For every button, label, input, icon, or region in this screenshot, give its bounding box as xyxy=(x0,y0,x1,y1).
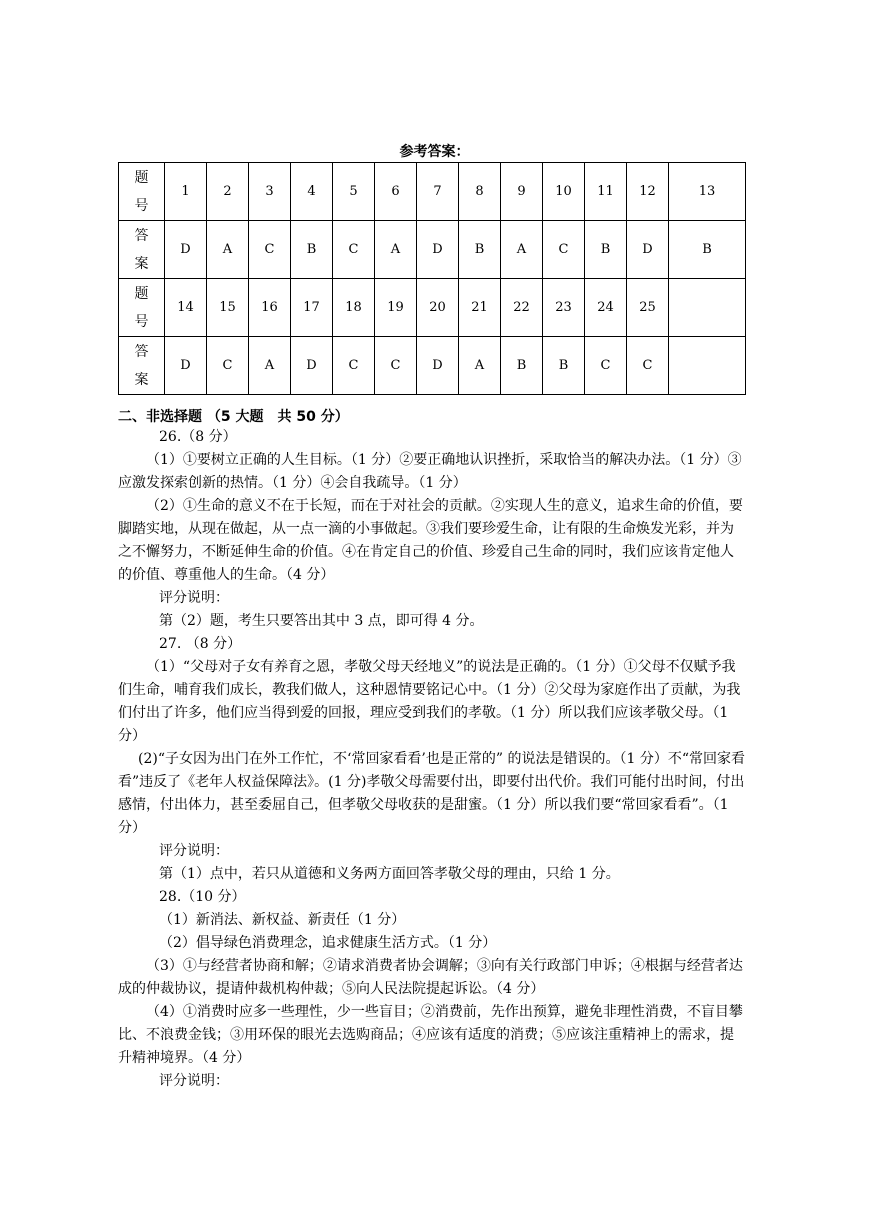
table-cell: 1 xyxy=(165,163,207,221)
table-cell xyxy=(669,337,746,395)
table-cell: 20 xyxy=(417,279,459,337)
table-cell: C xyxy=(333,337,375,395)
answer-paragraph: （2）①生命的意义不在于长短，而在于对社会的贡献。②实现人生的意义，追求生命的价值，要脚踏实地，从现在做起，从一点一滴的小事做起。③我们要珍爱生命，让有限的生命焕发光彩，并为之不懈努力，不断延伸生命的价值。④在肯定自己的价值、珍爱自己生命的同时，我们应该肯定他人的价值、尊重他人的生命。（4 分） xyxy=(118,498,743,583)
table-cell: 8 xyxy=(459,163,501,221)
answer-paragraph: 评分说明： xyxy=(159,843,229,859)
table-cell: 7 xyxy=(417,163,459,221)
table-cell: 4 xyxy=(291,163,333,221)
row-header xyxy=(119,163,165,221)
table-cell: C xyxy=(585,337,627,395)
section-heading: 二、非选择题 （5 大题 共 50 分） xyxy=(118,409,349,425)
answer-paragraph: （4）①消费时应多一些理性，少一些盲目；②消费前，先作出预算，避免非理性消费，不盲目攀比、不浪费金钱；③用环保的眼光去选购商品；④应该有适度的消费；⑤应该注重精神上的需求，提升精神境界。（4 分） xyxy=(118,1004,743,1066)
answer-table xyxy=(118,162,746,395)
table-cell: A xyxy=(375,221,417,279)
table-cell: C xyxy=(543,221,585,279)
table-cell: B xyxy=(543,337,585,395)
answer-paragraph: 27. （8 分） xyxy=(159,636,242,652)
table-cell: 9 xyxy=(501,163,543,221)
table-cell: D xyxy=(165,337,207,395)
row-header-char: 案 xyxy=(134,371,149,388)
row-header xyxy=(119,337,165,395)
table-cell: A xyxy=(501,221,543,279)
table-cell: 19 xyxy=(375,279,417,337)
answer-paragraph: （1）新消法、新权益、新责任（1 分） xyxy=(159,912,406,928)
table-cell: D xyxy=(165,221,207,279)
table-cell: 6 xyxy=(375,163,417,221)
table-row xyxy=(119,221,746,279)
row-header-char: 题 xyxy=(134,169,149,186)
table-cell: 18 xyxy=(333,279,375,337)
table-cell: B xyxy=(459,221,501,279)
table-cell: D xyxy=(291,337,333,395)
answer-paragraph: 第（1）点中，若只从道德和义务两方面回答孝敬父母的理由，只给 1 分。 xyxy=(159,866,620,882)
table-cell: 2 xyxy=(207,163,249,221)
table-cell: D xyxy=(417,221,459,279)
row-header-char: 号 xyxy=(134,197,149,214)
answer-paragraph: 26.（8 分） xyxy=(159,429,237,445)
table-cell: D xyxy=(627,221,669,279)
table-cell: C xyxy=(375,337,417,395)
table-row xyxy=(119,337,746,395)
table-cell: D xyxy=(417,337,459,395)
table-cell: 10 xyxy=(543,163,585,221)
row-header-char: 号 xyxy=(134,313,149,330)
table-row xyxy=(119,163,746,221)
table-cell: B xyxy=(669,221,746,279)
table-row xyxy=(119,279,746,337)
table-cell: 22 xyxy=(501,279,543,337)
answer-paragraph: 评分说明： xyxy=(159,590,229,606)
row-header xyxy=(119,221,165,279)
table-cell: 11 xyxy=(585,163,627,221)
row-header-char: 案 xyxy=(134,255,149,272)
table-cell: B xyxy=(585,221,627,279)
answer-paragraph: （1）①要树立正确的人生目标。（1 分）②要正确地认识挫折，采取恰当的解决办法。（1 分）③应激发探索创新的热情。（1 分）④会自我疏导。（1 分） xyxy=(118,452,742,491)
row-header-char: 题 xyxy=(134,285,149,302)
row-header-char: 答 xyxy=(134,227,149,244)
table-cell: 24 xyxy=(585,279,627,337)
row-header xyxy=(119,279,165,337)
answer-body xyxy=(118,426,746,1093)
answer-paragraph: （2）倡导绿色消费理念，追求健康生活方式。（1 分） xyxy=(159,935,497,951)
table-cell: A xyxy=(207,221,249,279)
table-cell: C xyxy=(627,337,669,395)
answer-paragraph: （1）“父母对子女有养育之恩，孝敬父母天经地义”的说法是正确的。（1 分）①父母不仅赋予我们生命，哺育我们成长，教我们做人，这种恩情要铭记心中。（1 分）②父母为家庭作出了贡献，为我们付出了许多，他们应当得到爱的回报，理应受到我们的孝敬。（1 分）所以我们应该孝敬父母。（1 分） xyxy=(118,659,741,744)
answer-paragraph: （3）①与经营者协商和解；②请求消费者协会调解；③向有关行政部门申诉；④根据与经营者达成的仲裁协议，提请仲裁机构仲裁；⑤向人民法院提起诉讼。（4 分） xyxy=(118,958,743,997)
row-header-char: 答 xyxy=(134,343,149,360)
table-cell: 5 xyxy=(333,163,375,221)
table-cell: 25 xyxy=(627,279,669,337)
table-cell: B xyxy=(291,221,333,279)
table-cell xyxy=(669,279,746,337)
answer-paragraph: 评分说明： xyxy=(159,1073,229,1089)
table-cell: 3 xyxy=(249,163,291,221)
page-title: 参考答案： xyxy=(399,144,470,160)
answer-paragraph: (2)“子女因为出门在外工作忙，不‘常回家看看’也是正常的” 的说法是错误的。（1 分）不“常回家看看”违反了《老年人权益保障法》。(1 分)孝敬父母需要付出，即要付出代价。我们可能付出时间，付出感情，付出体力，甚至委屈自己，但孝敬父母收获的是甜蜜。（1 分）所以我们要“常回家看看”。（1 分） xyxy=(118,751,746,836)
table-cell: 16 xyxy=(249,279,291,337)
table-cell: A xyxy=(249,337,291,395)
table-cell: 12 xyxy=(627,163,669,221)
answer-paragraph: 第（2）题，考生只要答出其中 3 点，即可得 4 分。 xyxy=(159,613,484,629)
table-cell: C xyxy=(207,337,249,395)
table-cell: 14 xyxy=(165,279,207,337)
table-cell: 13 xyxy=(669,163,746,221)
table-cell: A xyxy=(459,337,501,395)
table-cell: 23 xyxy=(543,279,585,337)
answer-paragraph: 28.（10 分） xyxy=(159,889,246,905)
table-cell: 21 xyxy=(459,279,501,337)
table-cell: 17 xyxy=(291,279,333,337)
table-cell: 15 xyxy=(207,279,249,337)
table-cell: C xyxy=(333,221,375,279)
table-cell: B xyxy=(501,337,543,395)
table-cell: C xyxy=(249,221,291,279)
